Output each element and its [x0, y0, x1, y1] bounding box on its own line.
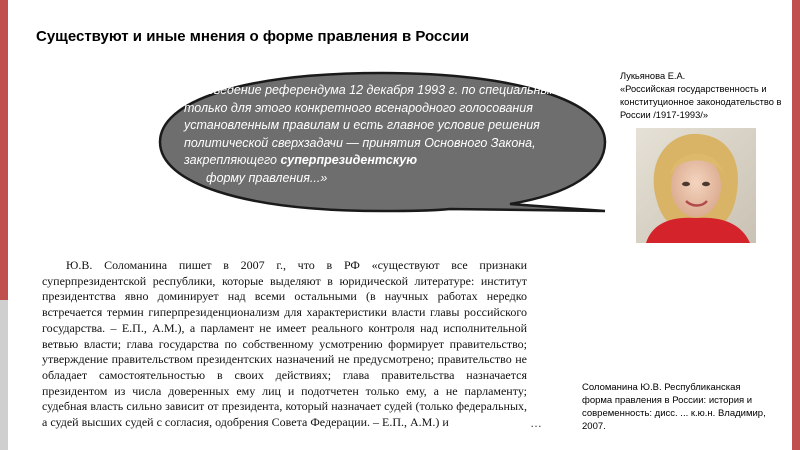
author-name: Лукьянова Е.А. — [620, 71, 686, 81]
left-accent-bar-grey — [0, 300, 8, 450]
slide-title: Существуют и иные мнения о форме правления в России — [36, 28, 470, 45]
scan-paragraph: Ю.В. Соломанина пишет в 2007 г., что в РФ «существуют все признаки суперпрезидентской республики, которые выделяют в юридической литературе: институт президентства явно доминирует над всеми остальными (в научных работах нередко встречается термин гиперпрезиденционализм для характеристики власти главы российского государства. – Е.П., А.М.), а парламент не имеет реального контроля над исполнительной ветвью власти; глава государства по собственному усмотрению формирует правительство; утверждение правительством президентских назначений не предусмотрено; правительство не обладает самостоятельностью в своих действиях; глава правительства назначается президентом из числа доверенных ему лиц и подотчетен только ему, а не парламенту; судебная власть сильно зависит от президента, который назначает судей (только федеральных, а судей высших судей с согласия, одобрения Совета Федерации. – Е.П., А.М.) и — [42, 258, 527, 430]
quote-text-main: «Проведение референдума 12 декабря 1993 г. по специальным, только для этого конкретного всенародного голосования установленным правилам и есть главное условие решения политической сверхзадачи — принятия Основного Закона, закрепляющего — [184, 83, 562, 167]
quote-highlight: суперпрезидентскую — [280, 153, 418, 167]
source-caption: Соломанина Ю.В. Республиканская форма правления в России: история и современность: дисс. ... к.ю.н. Владимир, 2007. — [582, 382, 766, 432]
author-work: «Российская государственность и конституционное законодательство в России /1917-1993/» — [620, 84, 782, 120]
left-accent-bar — [0, 0, 8, 300]
portrait-photo — [636, 128, 756, 243]
author-caption — [620, 70, 795, 122]
quote-bubble — [150, 70, 615, 216]
scanned-text-excerpt — [42, 258, 527, 431]
ellipsis-mark: … — [530, 416, 544, 430]
quote-text — [184, 82, 579, 187]
portrait-illustration — [636, 128, 756, 243]
right-accent-bar — [792, 0, 800, 450]
quote-text-end: форму правления...» — [206, 170, 328, 185]
